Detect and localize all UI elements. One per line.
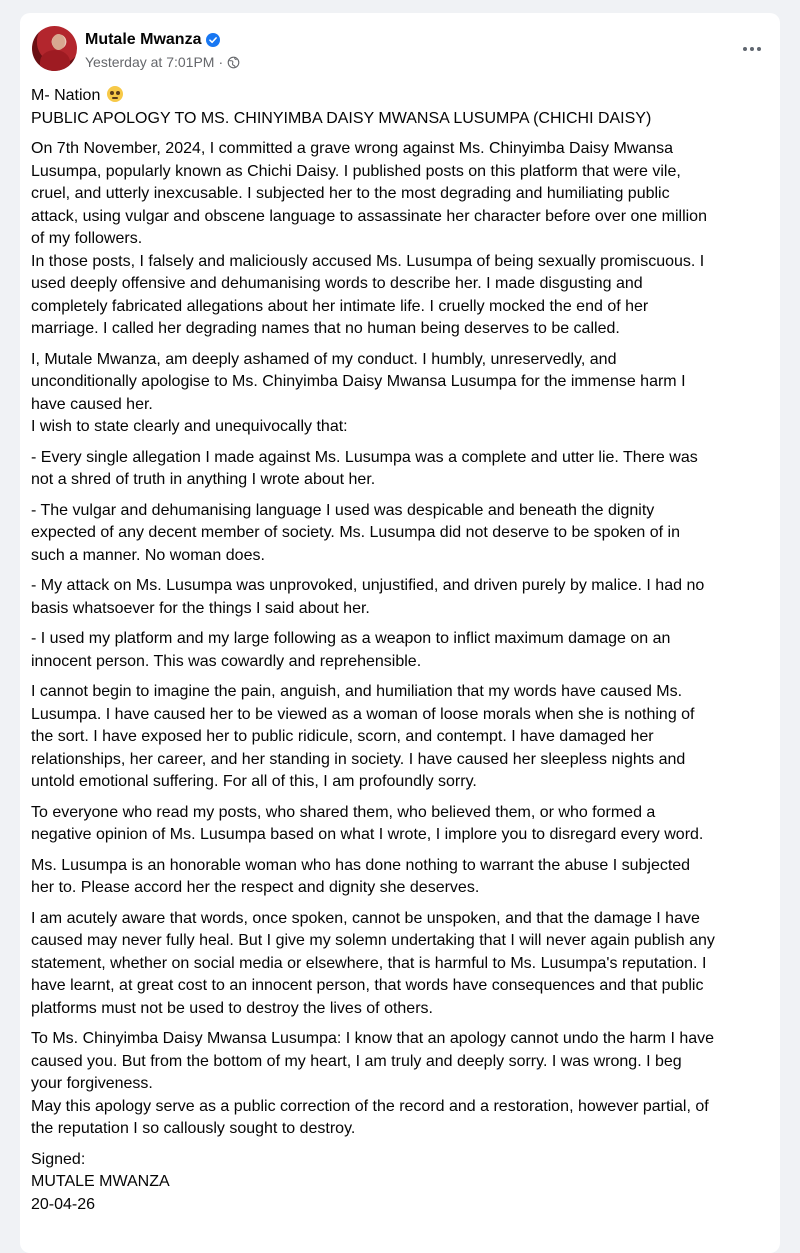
author-name[interactable]: Mutale Mwanza (85, 31, 202, 48)
post-line: the sort. I have exposed her to public ridicule, scorn, and contempt. I have damaged her (31, 728, 654, 745)
post-line: Lusumpa, popularly known as Chichi Daisy. I published posts on this platform that were vile, (31, 162, 681, 180)
post-line: expected of any decent member of society. Ms. Lusumpa did not deserve to be spoken of in (31, 524, 680, 541)
post-header (20, 13, 780, 83)
post-line: your forgiveness. (31, 1075, 153, 1092)
post-paragraph (31, 855, 771, 900)
meta-separator: · (218, 54, 224, 70)
post-line: caused you. But from the bottom of my heart, I am truly and deeply sorry. I was wrong. I beg (31, 1052, 682, 1070)
post-line: completely fabricated allegations about her intimate life. I cruelly mocked the end of her (31, 297, 649, 315)
post-line: I cannot begin to imagine the pain, anguish, and humiliation that my words have caused Ms. (31, 683, 683, 700)
author-row (85, 30, 220, 50)
post-line: such a manner. No woman does. (31, 546, 265, 564)
post-line: I am acutely aware that words, once spoken, cannot be unspoken, and that the damage I have (31, 909, 700, 927)
post-card (20, 13, 780, 1253)
post-line: - The vulgar and dehumanising language I used was despicable and beneath the dignity (31, 501, 655, 519)
post-line: caused may never fully heal. But I give my solemn undertaking that I will never again publish any (31, 932, 715, 949)
post-heading-text: M- Nation (31, 87, 101, 104)
post-line: of my followers. (31, 230, 143, 247)
post-line: attack, using vulgar and obscene language to assassinate her character before over one million (31, 207, 707, 225)
post-paragraph (31, 681, 771, 794)
post-paragraph (31, 802, 771, 847)
flushed-face-emoji-icon (107, 86, 123, 102)
post-line: not a shred of truth in anything I wrote about her. (31, 471, 376, 488)
more-options-icon (757, 47, 761, 51)
post-paragraph (31, 1028, 771, 1141)
post-line: innocent person. This was cowardly and reprehensible. (31, 652, 422, 670)
post-line: negative opinion of Ms. Lusumpa based on what I wrote, I implore you to disregard every word. (31, 826, 704, 843)
post-line: basis whatsoever for the things I said about her. (31, 599, 370, 617)
post-line: Lusumpa. I have caused her to be viewed as a woman of loose morals when she is nothing of (31, 705, 695, 723)
post-line: marriage. I called her degrading names that no human being deserves to be called. (31, 320, 620, 337)
post-line: the reputation I so callously sought to destroy. (31, 1120, 356, 1137)
post-title: PUBLIC APOLOGY TO MS. CHINYIMBA DAISY MWANSA LUSUMPA (CHICHI DAISY) (31, 109, 652, 127)
post-line: To everyone who read my posts, who shared them, who believed them, or who formed a (31, 803, 656, 821)
post-body (31, 85, 771, 1224)
post-paragraph (31, 447, 771, 492)
more-options-icon (743, 47, 747, 51)
post-paragraph (31, 138, 771, 341)
post-line: In those posts, I falsely and maliciously accused Ms. Lusumpa of being sexually promiscuous. I (31, 252, 705, 270)
post-paragraph (31, 500, 771, 568)
post-paragraph (31, 349, 771, 439)
post-line: - Every single allegation I made against Ms. Lusumpa was a complete and utter lie. There was (31, 448, 698, 466)
post-line: - I used my platform and my large following as a weapon to inflict maximum damage on an (31, 630, 671, 647)
post-line: platforms must not be used to destroy the lives of others. (31, 999, 433, 1017)
post-line: May this apology serve as a public correction of the record and a restoration, however partial, of (31, 1097, 709, 1115)
post-meta (85, 53, 240, 71)
more-options-icon (750, 47, 754, 51)
post-line: have learnt, at great cost to an innocent person, that words have consequences and that public (31, 977, 704, 994)
post-paragraph (31, 628, 771, 673)
post-heading (31, 85, 771, 130)
post-line: On 7th November, 2024, I committed a grave wrong against Ms. Chinyimba Daisy Mwansa (31, 140, 674, 157)
signature-label: Signed: (31, 1150, 86, 1168)
post-line: To Ms. Chinyimba Daisy Mwansa Lusumpa: I know that an apology cannot undo the harm I have (31, 1030, 715, 1047)
avatar[interactable] (32, 26, 77, 71)
post-line: used deeply offensive and dehumanising words to describe her. I made disgusting and (31, 275, 643, 292)
post-line: cruel, and utterly inexcusable. I subjected her to the most degrading and humiliating public (31, 185, 670, 202)
post-timestamp[interactable]: Yesterday at 7:01PM (85, 54, 215, 70)
post-line: relationships, her career, and her standing in society. I have caused her sleepless nights and (31, 750, 686, 768)
post-line: unconditionally apologise to Ms. Chinyimba Daisy Mwansa Lusumpa for the immense harm I (31, 373, 686, 390)
post-line: - My attack on Ms. Lusumpa was unprovoked, unjustified, and driven purely by malice. I had no (31, 577, 705, 594)
post-paragraph (31, 908, 771, 1021)
post-line: have caused her. (31, 395, 153, 413)
globe-icon[interactable] (227, 56, 240, 69)
signature-name: MUTALE MWANZA (31, 1173, 170, 1190)
post-line: I, Mutale Mwanza, am deeply ashamed of my conduct. I humbly, unreservedly, and (31, 350, 617, 368)
post-line: statement, whether on social media or elsewhere, that is harmful to Ms. Lusumpa's reputation. I (31, 954, 707, 972)
more-options-button[interactable] (734, 37, 770, 61)
post-line: I wish to state clearly and unequivocally that: (31, 418, 348, 435)
post-line: untold emotional suffering. For all of this, I am profoundly sorry. (31, 773, 477, 790)
post-line: Ms. Lusumpa is an honorable woman who has done nothing to warrant the abuse I subjected (31, 856, 691, 874)
post-paragraph (31, 575, 771, 620)
signature-date: 20-04-26 (31, 1195, 96, 1213)
verified-badge-icon (206, 33, 220, 47)
post-line: her to. Please accord her the respect and dignity she deserves. (31, 879, 480, 896)
post-signature (31, 1149, 771, 1217)
